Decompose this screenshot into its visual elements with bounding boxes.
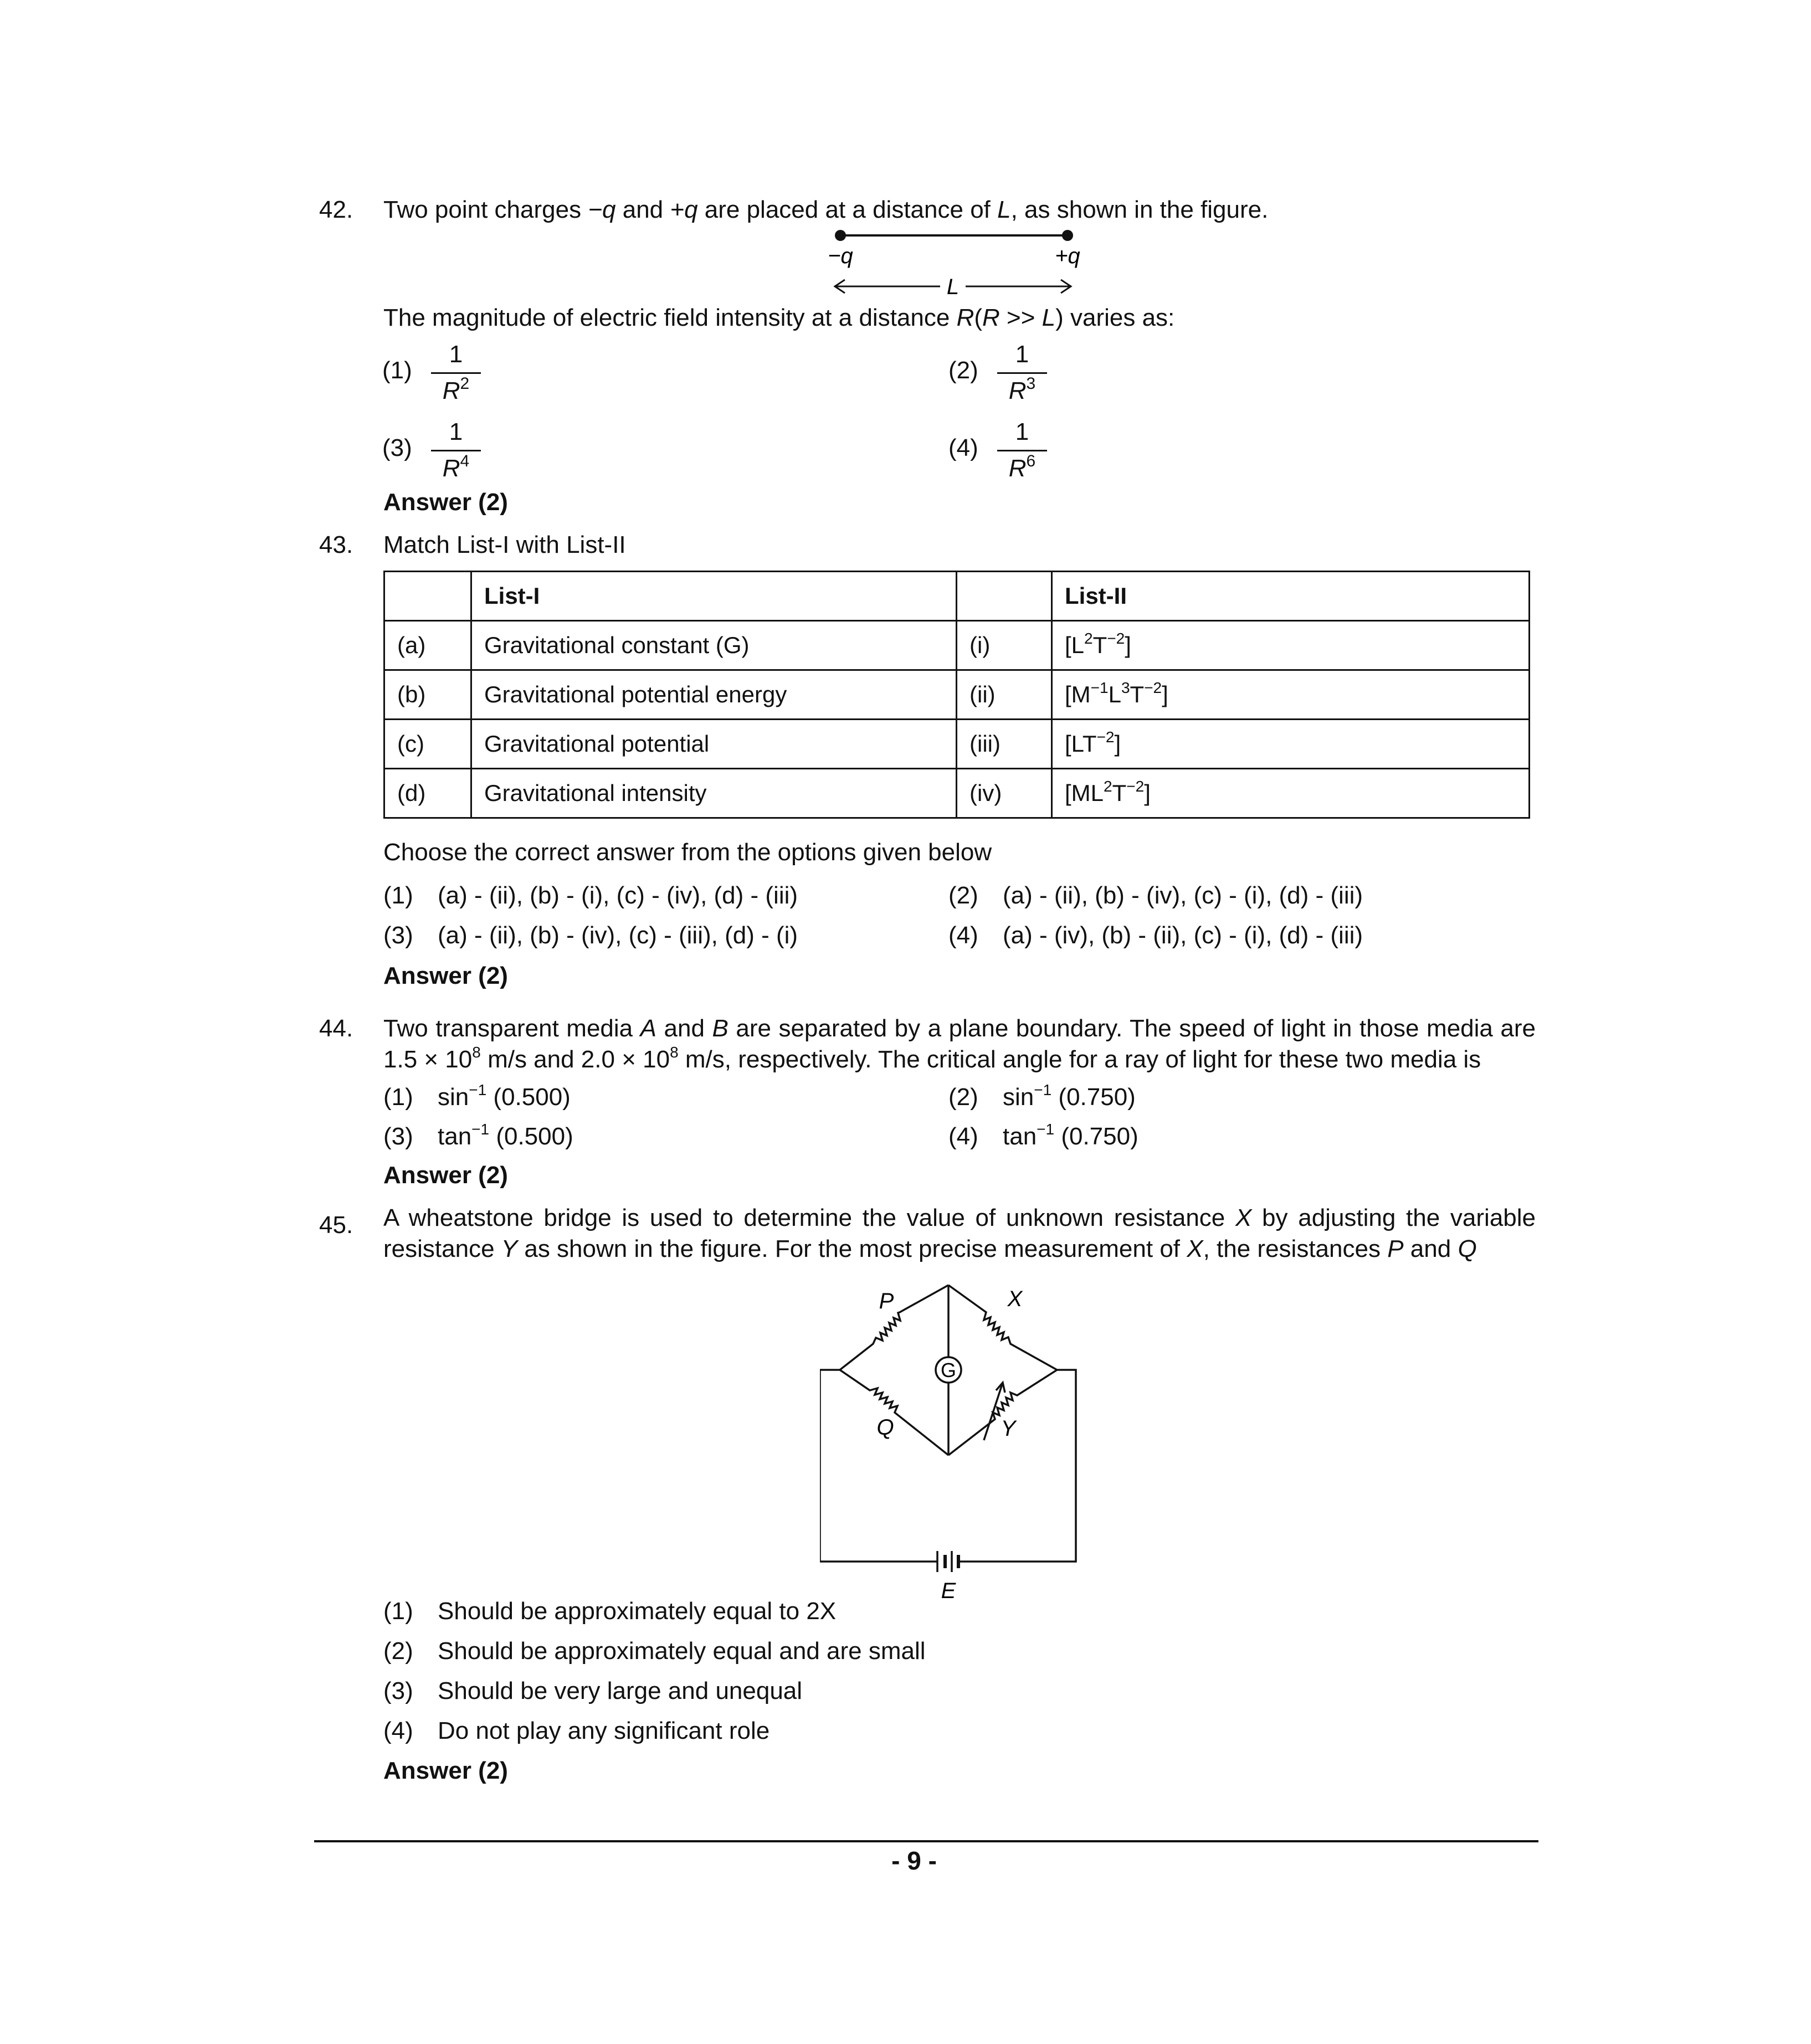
fig-label-Y: Y: [1001, 1416, 1016, 1441]
q44-option-3-text: [438, 1121, 573, 1152]
q43-number: 43.: [319, 531, 353, 558]
dim-exp: 2: [1084, 629, 1093, 647]
q43-answer: Answer (2): [383, 962, 508, 989]
fig-label-E: E: [941, 1579, 956, 1603]
q45-line2-part: as shown in the figure. For the most precise measurement of: [517, 1235, 1187, 1262]
negative-charge-dot: [835, 230, 846, 241]
q42-option-1-numerator: 1: [449, 341, 463, 368]
fn-exp: −1: [471, 1121, 490, 1138]
dim-exp: 2: [1104, 777, 1112, 795]
q44-answer: Answer (2): [383, 1162, 508, 1189]
q42-option-3-numerator: 1: [449, 418, 463, 445]
q44-option-2-text: [1003, 1081, 1136, 1113]
q42-answer: Answer (2): [383, 489, 508, 516]
q42-option-2-fraction: [997, 338, 1047, 407]
header-empty-cell: [957, 572, 1052, 621]
q42-option-1-number: (1): [382, 357, 412, 384]
q43-option-4-number: (4): [948, 922, 978, 949]
q42-L-cond: L: [1042, 304, 1056, 331]
row-key: (d): [384, 769, 471, 818]
q42-line2-part: (: [974, 304, 982, 331]
fn-exp: −1: [469, 1081, 487, 1099]
fig-label-Q: Q: [876, 1415, 894, 1440]
match-table: [383, 571, 1530, 819]
q44-medium-B: B: [712, 1015, 728, 1042]
q42-number: 42.: [319, 196, 353, 223]
q44-exp: 8: [670, 1044, 679, 1061]
q42-R-cond: R: [982, 304, 1000, 331]
fig-L-label: L: [946, 275, 960, 299]
q44-number: 44.: [319, 1015, 353, 1042]
den-exp: 2: [460, 374, 470, 393]
dim-part: T: [1130, 681, 1145, 707]
q42-option-3-number: (3): [382, 434, 412, 461]
q44-option-4-number: (4): [948, 1123, 978, 1150]
q45-line2-part: , the resistances: [1203, 1235, 1388, 1262]
header-empty-cell: [384, 572, 471, 621]
table-row: [384, 720, 1530, 769]
q42-stem-part: are placed at a distance of: [697, 196, 998, 223]
dim-exp: −2: [1126, 777, 1145, 795]
row-item: Gravitational potential energy: [471, 670, 957, 720]
dim-part: T: [1092, 631, 1107, 658]
row-roman: (iv): [957, 769, 1052, 818]
fn-arg: (0.750): [1054, 1123, 1138, 1150]
q44-line1-part: and: [656, 1015, 712, 1042]
q42-pos-q: +q: [670, 196, 698, 223]
row-dimension: [1052, 769, 1530, 818]
dim-part: ]: [1114, 730, 1121, 757]
q45-option-2-text: Should be approximately equal and are small: [438, 1637, 926, 1665]
variable-arrow: [984, 1383, 1003, 1440]
dim-part: ]: [1125, 631, 1131, 658]
q44-exp: 8: [472, 1044, 481, 1061]
q42-R: R: [956, 304, 974, 331]
q45-option-4-text: Do not play any significant role: [438, 1717, 770, 1744]
q45-option-2-number: (2): [383, 1637, 413, 1665]
row-item: Gravitational intensity: [471, 769, 957, 818]
q44-line2-part: m/s and 2.0 × 10: [480, 1046, 670, 1073]
den-base: R: [1008, 455, 1027, 482]
fn: tan: [438, 1123, 472, 1150]
resistor-P: [840, 1285, 948, 1370]
q42-stem-part: Two point charges: [383, 196, 588, 223]
dim-exp: −2: [1096, 728, 1115, 746]
fn-exp: −1: [1034, 1081, 1052, 1099]
row-dimension: [1052, 720, 1530, 769]
q42-option-4-fraction: [997, 415, 1047, 485]
row-roman: (ii): [957, 670, 1052, 720]
fn: sin: [1003, 1083, 1034, 1111]
q45-line1: [383, 1202, 1536, 1234]
dim-exp: −2: [1144, 679, 1162, 696]
row-key: (c): [384, 720, 471, 769]
q45-line1-part: A wheatstone bridge is used to determine the value of unknown resistance: [383, 1204, 1235, 1231]
q42-option-1-fraction: [431, 338, 481, 407]
q42-L: L: [997, 196, 1011, 223]
dim-part: [M: [1065, 681, 1091, 707]
battery-wire-right: [958, 1370, 1076, 1562]
den-exp: 6: [1026, 452, 1036, 471]
q44-option-4-text: [1003, 1121, 1138, 1152]
row-key: (a): [384, 621, 471, 670]
table-row: [384, 670, 1530, 720]
header-list2: List-II: [1052, 572, 1530, 621]
q44-line2: [383, 1044, 1481, 1075]
dim-part: ]: [1144, 779, 1151, 806]
den-exp: 4: [460, 452, 470, 471]
q45-line2-part: and: [1403, 1235, 1458, 1262]
q42-option-3-fraction: [431, 415, 481, 485]
den-base: R: [1008, 377, 1027, 404]
dim-exp: −2: [1107, 629, 1125, 647]
dim-exp: 3: [1121, 679, 1130, 696]
table-row: [384, 769, 1530, 818]
fn-arg: (0.500): [489, 1123, 573, 1150]
q45-Q: Q: [1458, 1235, 1477, 1262]
q43-option-3-text: (a) - (ii), (b) - (iv), (c) - (iii), (d) - (i): [438, 922, 798, 949]
q43-option-1-text: (a) - (ii), (b) - (i), (c) - (iv), (d) - (iii): [438, 882, 798, 909]
q43-option-2-number: (2): [948, 882, 978, 909]
q45-line2-part: resistance: [383, 1235, 501, 1262]
q43-stem: Match List-I with List-II: [383, 531, 626, 558]
q42-stem: [383, 194, 1268, 225]
q45-line1-part: by adjusting the variable: [1251, 1204, 1536, 1231]
q44-medium-A: A: [640, 1015, 657, 1042]
row-item: Gravitational potential: [471, 720, 957, 769]
dim-part: L: [1108, 681, 1121, 707]
row-roman: (iii): [957, 720, 1052, 769]
q45-line2: [383, 1233, 1477, 1265]
den-base: R: [442, 377, 460, 404]
den-exp: 3: [1026, 374, 1036, 393]
resistor-X: [948, 1285, 1057, 1370]
match-table-header-row: [384, 572, 1530, 621]
fig-label-X: X: [1007, 1287, 1023, 1311]
fn: tan: [1003, 1123, 1037, 1150]
q45-option-1-text: Should be approximately equal to 2X: [438, 1598, 837, 1625]
q44-line1-part: are separated by a plane boundary. The speed of light in those media are: [728, 1015, 1536, 1042]
q45-Y: Y: [501, 1235, 518, 1262]
fn-arg: (0.500): [486, 1083, 571, 1111]
fig-neg-q-label: −q: [828, 244, 853, 268]
dim-part: [ML: [1065, 779, 1104, 806]
row-roman: (i): [957, 621, 1052, 670]
q43-choose-text: Choose the correct answer from the options given below: [383, 839, 992, 866]
q42-neg-q: −q: [588, 196, 616, 223]
q42-stem-part: , as shown in the figure.: [1010, 196, 1269, 223]
q44-line2-part: m/s, respectively. The critical angle for a ray of light for these two media is: [678, 1046, 1481, 1073]
q42-option-2-number: (2): [948, 357, 978, 384]
q45-answer: Answer (2): [383, 1757, 508, 1784]
row-key: (b): [384, 670, 471, 720]
page-number: - 9 -: [891, 1846, 937, 1875]
q44-option-1-text: [438, 1081, 571, 1113]
wheatstone-bridge-diagram: [820, 1274, 1097, 1606]
dim-part: [L: [1065, 631, 1085, 658]
q43-option-2-text: (a) - (ii), (b) - (iv), (c) - (i), (d) - (iii): [1003, 882, 1363, 909]
dim-part: [LT: [1065, 730, 1097, 757]
q45-number: 45.: [319, 1211, 353, 1239]
q42-option-3-denominator: [431, 451, 481, 485]
fn: sin: [438, 1083, 469, 1111]
dim-part: T: [1112, 779, 1127, 806]
q45-P: P: [1387, 1235, 1404, 1262]
q43-option-1-number: (1): [383, 882, 413, 909]
q44-line2-part: 1.5 × 10: [383, 1046, 473, 1073]
q42-option-4-numerator: 1: [1015, 418, 1029, 445]
q45-option-4-number: (4): [383, 1717, 413, 1744]
q45-option-3-text: Should be very large and unequal: [438, 1677, 803, 1704]
q44-line1-part: Two transparent media: [383, 1015, 640, 1042]
fn-exp: −1: [1037, 1121, 1055, 1138]
q42-option-1-denominator: [431, 374, 481, 407]
q44-option-1-number: (1): [383, 1083, 413, 1111]
dim-part: ]: [1162, 681, 1168, 707]
q43-option-3-number: (3): [383, 922, 413, 949]
q45-option-1-number: (1): [383, 1598, 413, 1625]
q45-X: X: [1187, 1235, 1203, 1262]
q42-stem-part: and: [615, 196, 670, 223]
galvanometer-label: G: [940, 1359, 957, 1382]
q44-line1: [383, 1013, 1536, 1044]
q42-line2-part: The magnitude of electric field intensity at a distance: [383, 304, 957, 331]
battery-wire-left: [820, 1370, 937, 1562]
q45-X: X: [1235, 1204, 1252, 1231]
fn-arg: (0.750): [1051, 1083, 1136, 1111]
q42-option-2-denominator: [997, 374, 1047, 407]
positive-charge-dot: [1062, 230, 1073, 241]
row-dimension: [1052, 621, 1530, 670]
q43-option-4-text: (a) - (iv), (b) - (ii), (c) - (i), (d) - (iii): [1003, 922, 1363, 949]
header-list1: List-I: [471, 572, 957, 621]
q42-option-2-numerator: 1: [1015, 341, 1029, 368]
q42-line2-part: ) varies as:: [1055, 304, 1175, 331]
q42-option-4-number: (4): [948, 434, 978, 461]
dim-exp: −1: [1090, 679, 1109, 696]
fig-pos-q-label: +q: [1055, 244, 1080, 268]
resistor-Q: [840, 1370, 948, 1455]
q42-charges-figure: [820, 224, 1108, 307]
fig-label-P: P: [879, 1289, 894, 1313]
q44-option-3-number: (3): [383, 1123, 413, 1150]
row-dimension: [1052, 670, 1530, 720]
q42-line2: [383, 302, 1174, 333]
q44-option-2-number: (2): [948, 1083, 978, 1111]
row-item: Gravitational constant (G): [471, 621, 957, 670]
q45-option-3-number: (3): [383, 1677, 413, 1704]
footer-rule: [314, 1840, 1538, 1842]
table-row: [384, 621, 1530, 670]
q42-line2-part: >>: [999, 304, 1042, 331]
q42-option-4-denominator: [997, 451, 1047, 485]
den-base: R: [442, 455, 460, 482]
